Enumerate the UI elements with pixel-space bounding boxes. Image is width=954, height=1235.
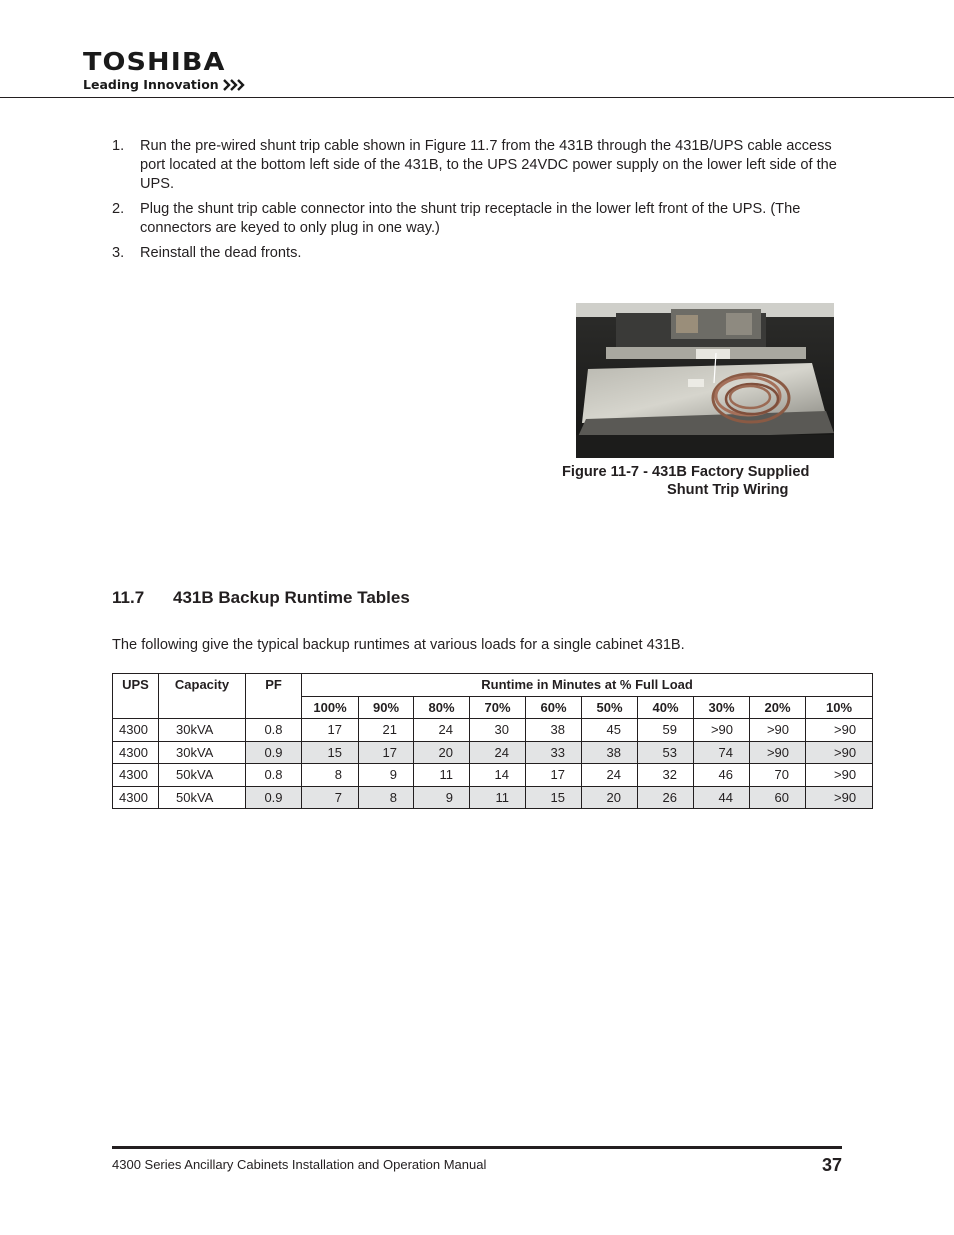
cell-runtime: >90: [750, 719, 806, 742]
header-divider: [0, 97, 954, 98]
cell-runtime: >90: [750, 741, 806, 764]
header-runtime: Runtime in Minutes at % Full Load: [302, 674, 873, 697]
cell-runtime: 26: [638, 786, 694, 809]
cell-runtime: 17: [359, 741, 414, 764]
cell-runtime: 60: [750, 786, 806, 809]
cell-capacity: 50kVA: [159, 764, 246, 787]
cell-ups: 4300: [113, 764, 159, 787]
backup-runtime-table: [112, 673, 873, 809]
cell-capacity: 30kVA: [159, 719, 246, 742]
cell-runtime: >90: [806, 764, 873, 787]
section-number: 11.7: [112, 588, 145, 607]
cell-runtime: 20: [414, 741, 470, 764]
step-text: Reinstall the dead fronts.: [140, 245, 302, 261]
toshiba-logo: [83, 47, 226, 76]
cell-runtime: 30: [470, 719, 526, 742]
cell-runtime: 46: [694, 764, 750, 787]
footer-divider: [112, 1146, 842, 1149]
page-number: 37: [821, 1155, 842, 1175]
manual-title: 4300 Series Ancillary Cabinets Installation and Operation Manual: [112, 1157, 487, 1172]
cell-runtime: 20: [582, 786, 638, 809]
cell-runtime: 8: [359, 786, 414, 809]
header-load: 20%: [750, 696, 806, 719]
table-row: [113, 741, 873, 764]
cell-runtime: 45: [582, 719, 638, 742]
cell-runtime: 17: [526, 764, 582, 787]
cell-runtime: >90: [806, 741, 873, 764]
cell-runtime: 38: [526, 719, 582, 742]
step-item: [112, 137, 842, 194]
section-heading: [112, 588, 410, 608]
step-item: [112, 244, 842, 263]
cell-capacity: 50kVA: [159, 786, 246, 809]
cell-runtime: 17: [302, 719, 359, 742]
cell-runtime: 44: [694, 786, 750, 809]
cell-runtime: 7: [302, 786, 359, 809]
cell-runtime: 53: [638, 741, 694, 764]
step-number: 1.: [112, 138, 125, 154]
cell-pf: 0.9: [246, 786, 302, 809]
figure-caption: [540, 463, 850, 499]
step-item: [112, 200, 842, 238]
header-ups: UPS: [113, 674, 159, 719]
table-row: [113, 764, 873, 787]
cell-ups: 4300: [113, 719, 159, 742]
header-load: 40%: [638, 696, 694, 719]
caption-line-2: Shunt Trip Wiring: [667, 482, 789, 498]
header-load: 80%: [414, 696, 470, 719]
cell-runtime: 14: [470, 764, 526, 787]
cell-runtime: 70: [750, 764, 806, 787]
cell-runtime: 24: [470, 741, 526, 764]
cell-ups: 4300: [113, 741, 159, 764]
cell-runtime: 59: [638, 719, 694, 742]
cell-runtime: 38: [582, 741, 638, 764]
cell-runtime: 32: [638, 764, 694, 787]
cell-runtime: >90: [806, 786, 873, 809]
cell-runtime: >90: [806, 719, 873, 742]
header-capacity: Capacity: [159, 674, 246, 719]
triple-chevron-icon: [223, 79, 247, 91]
cell-runtime: 15: [526, 786, 582, 809]
cell-pf: 0.9: [246, 741, 302, 764]
cell-capacity: 30kVA: [159, 741, 246, 764]
header-load: 50%: [582, 696, 638, 719]
header-load: 60%: [526, 696, 582, 719]
header-load: 100%: [302, 696, 359, 719]
cell-ups: 4300: [113, 786, 159, 809]
table-header-row: [113, 674, 873, 697]
cell-runtime: 11: [470, 786, 526, 809]
cell-runtime: 11: [414, 764, 470, 787]
instruction-steps: [112, 137, 842, 269]
header-load: 10%: [806, 696, 873, 719]
cell-runtime: 9: [359, 764, 414, 787]
tagline-text: Leading Innovation: [83, 77, 219, 92]
cell-runtime: 24: [582, 764, 638, 787]
cell-runtime: 21: [359, 719, 414, 742]
header-pf: PF: [246, 674, 302, 719]
section-title: 431B Backup Runtime Tables: [173, 588, 410, 607]
cell-runtime: 9: [414, 786, 470, 809]
header-load: 30%: [694, 696, 750, 719]
step-number: 3.: [112, 245, 125, 261]
brand-tagline: [83, 77, 247, 92]
cell-runtime: 8: [302, 764, 359, 787]
step-text: Run the pre-wired shunt trip cable shown in Figure 11.7 from the 431B through the 431B/UPS cable access port located at the bottom left side of the 431B, to the UPS 24VDC power supply on the lower left side of the UPS.: [140, 138, 837, 192]
cell-runtime: 24: [414, 719, 470, 742]
cell-pf: 0.8: [246, 719, 302, 742]
cell-runtime: 15: [302, 741, 359, 764]
step-text: Plug the shunt trip cable connector into the shunt trip receptacle in the lower left front of the UPS. (The connectors are keyed to only plug in one way.): [140, 201, 801, 236]
cell-runtime: 33: [526, 741, 582, 764]
cell-runtime: 74: [694, 741, 750, 764]
header-load: 70%: [470, 696, 526, 719]
step-number: 2.: [112, 201, 125, 217]
caption-line-1: Figure 11-7 - 431B Factory Supplied: [562, 464, 810, 480]
section-intro: The following give the typical backup runtimes at various loads for a single cabinet 431B.: [112, 637, 685, 653]
shunt-trip-wiring-photo: [576, 303, 834, 458]
brand-name: TOSHIBA: [83, 47, 226, 76]
cell-runtime: >90: [694, 719, 750, 742]
cell-pf: 0.8: [246, 764, 302, 787]
header-load: 90%: [359, 696, 414, 719]
table-row: [113, 786, 873, 809]
table-row: [113, 719, 873, 742]
